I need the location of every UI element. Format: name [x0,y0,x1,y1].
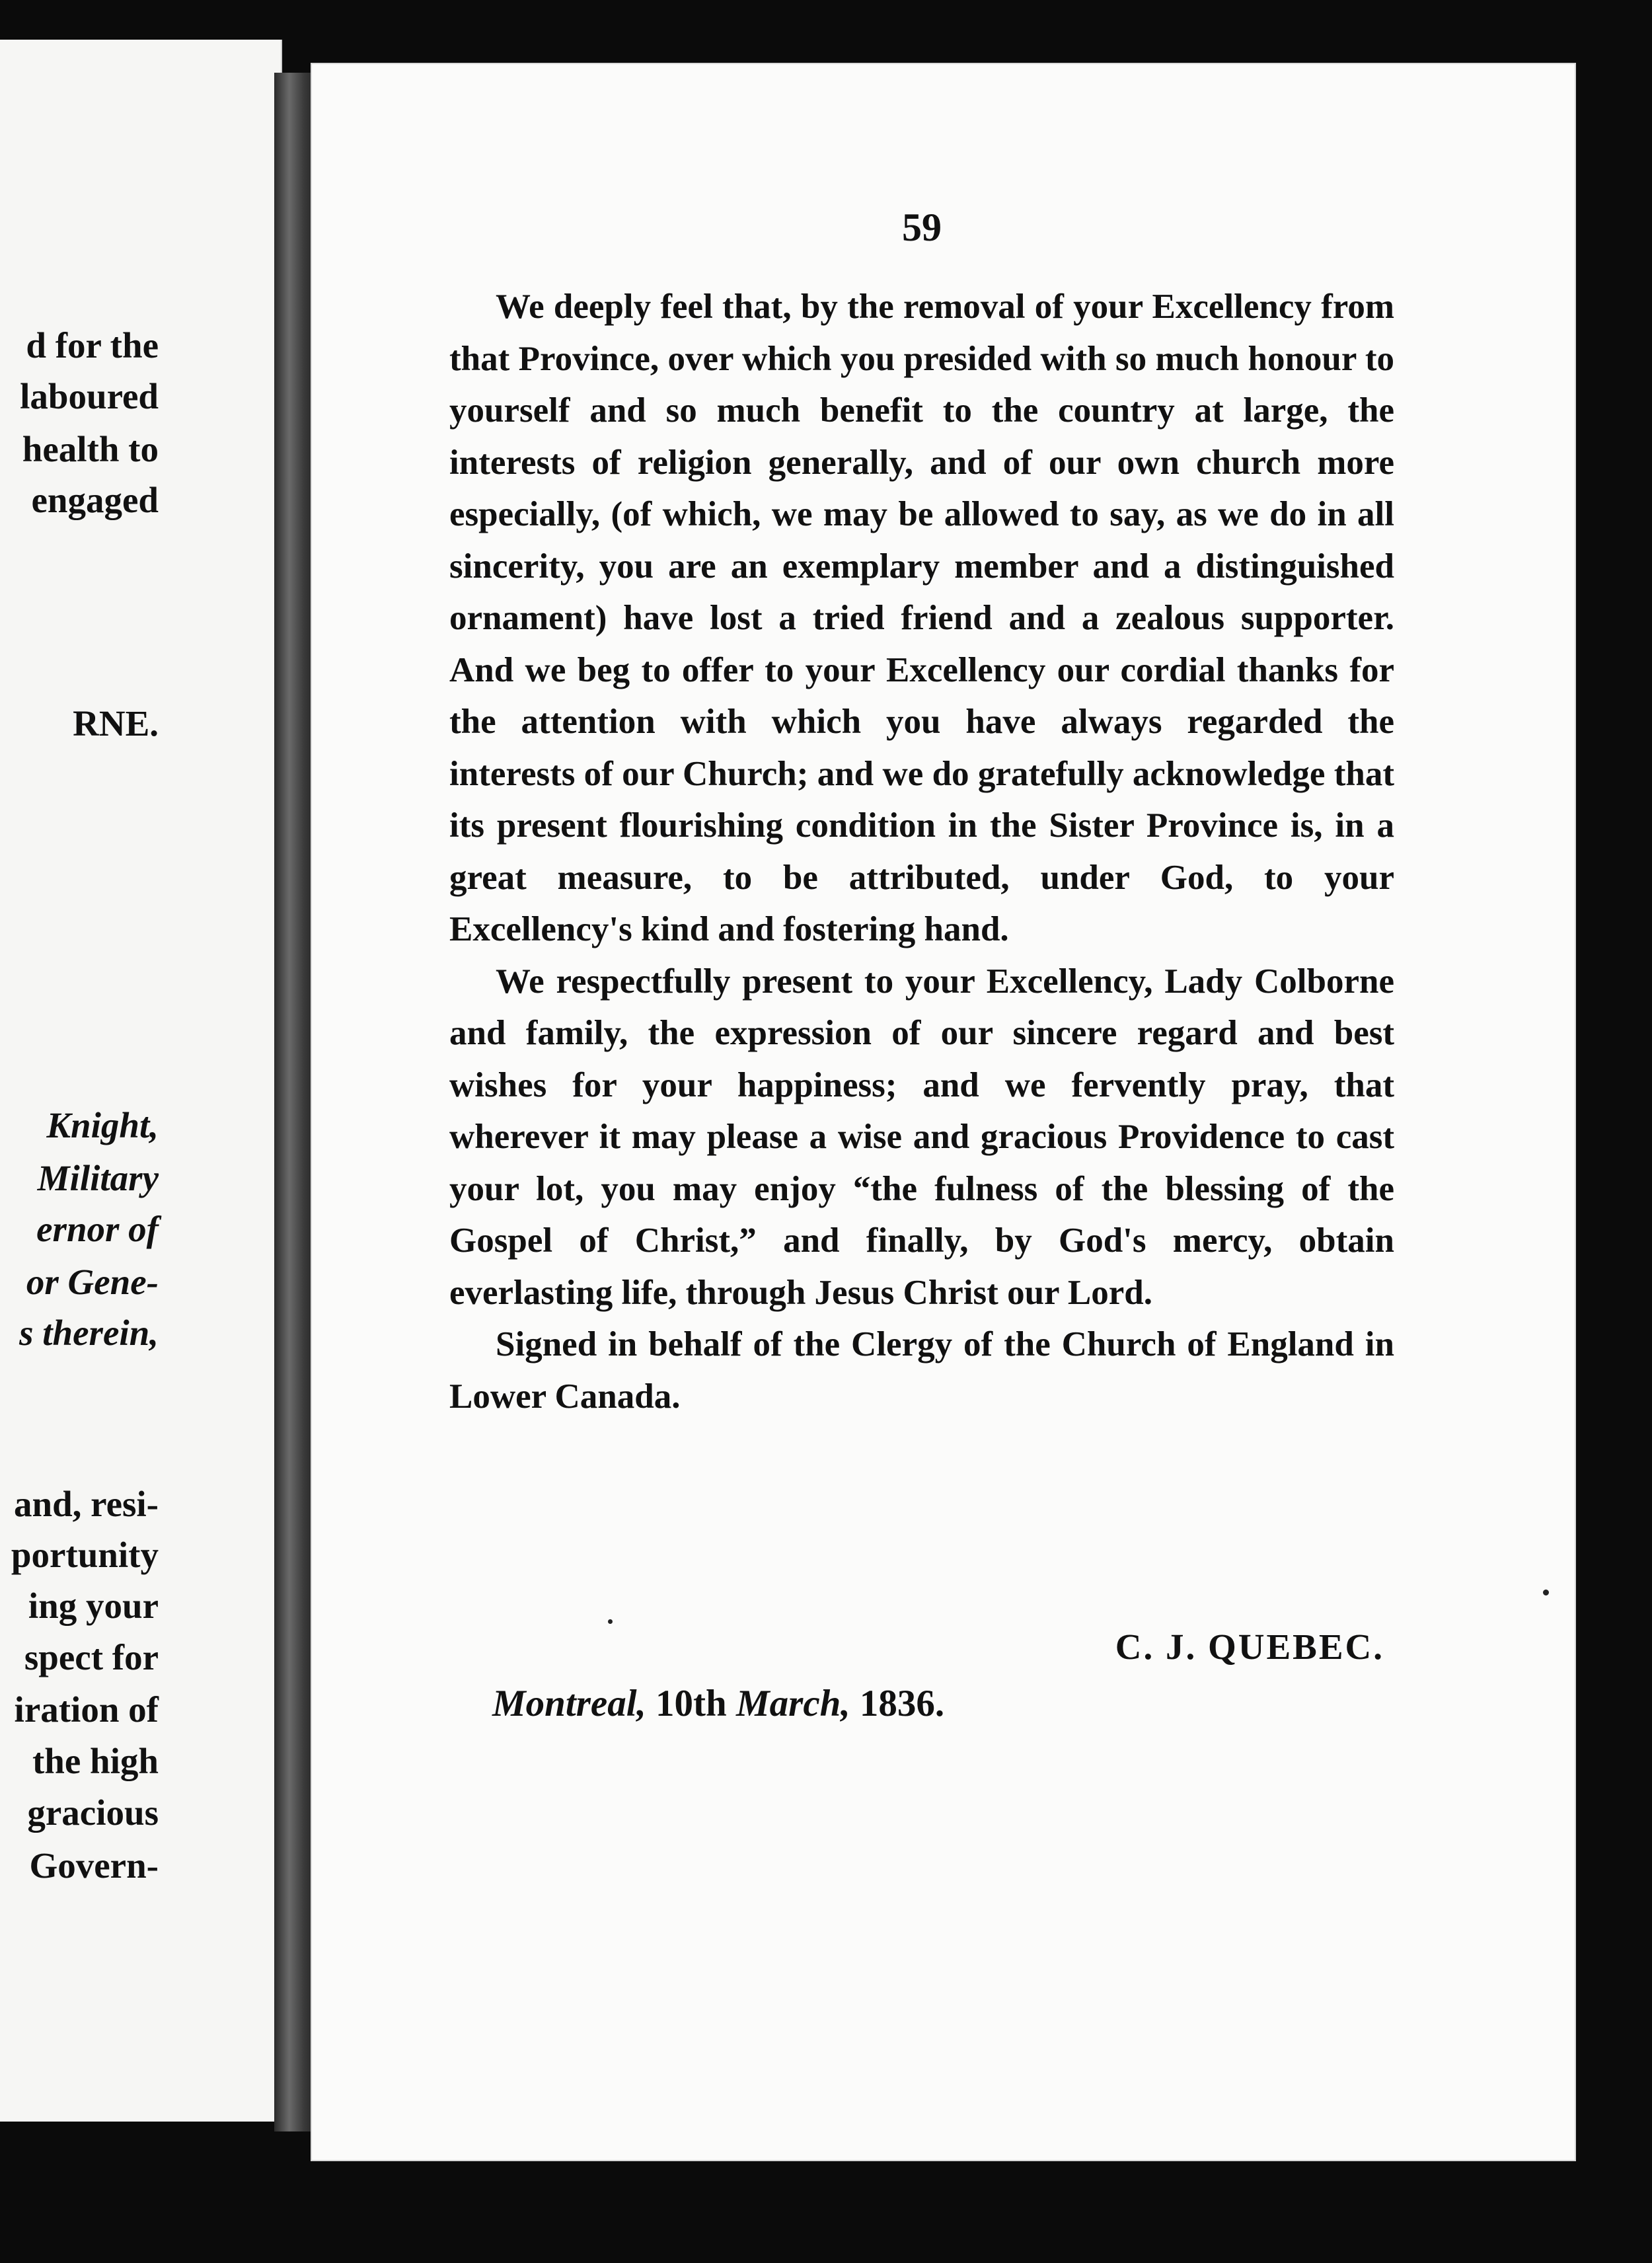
dateline-month: March, [735,1683,850,1724]
left-page-line: engaged [31,480,159,520]
left-page-line: or Gene- [26,1262,159,1302]
left-page-line: and, resi- [13,1484,159,1524]
paragraph: We respectfully present to your Excellency, Lady Colborne and family, the expression of our sincere regard and best wishes for your happiness; and we fervently pray, that wherever it may please a wise and gracious Providence to cast your lot, you may enjoy “the fulness of the blessing of the Gospel of Christ,” and finally, by God's mercy, obtain everlasting life, through Jesus Christ our Lord. [449,962,1394,1312]
signature: C. J. QUEBEC. [1115,1627,1384,1667]
left-page-line: health to [22,429,159,469]
left-page-line: ernor of [36,1209,159,1249]
left-page-line: spect for [24,1637,159,1677]
left-page-line: d for the [26,325,159,365]
scan-speck [608,1619,613,1624]
dateline [492,1682,944,1725]
left-page-line: ing your [28,1586,159,1626]
left-page-line: iration of [14,1689,159,1730]
left-page-line: Govern- [29,1845,159,1886]
scan-speck [1543,1590,1549,1595]
left-page-line: the high [32,1741,159,1781]
paragraph: Signed in behalf of the Clergy of the Church of England in Lower Canada. [449,1325,1394,1416]
dateline-day: 10th [656,1683,727,1724]
left-page-line: laboured [20,376,159,416]
previous-page-edge [0,40,282,2122]
left-page-line: gracious [27,1792,159,1833]
page-number: 59 [902,206,942,249]
dateline-year: 1836. [859,1683,945,1724]
paragraph: We deeply feel that, by the removal of your Excellency from that Province, over which you presided with so much honour to yourself and so much benefit to the country at large, the interests of religion generally, and of our own church more especially, (of which, we may be allowed to say, as we do in all sincerity, you are an exemplary member and a distinguished ornament) have lost a tried friend and a zealous supporter. And we beg to offer to your Excellency our cordial thanks for the attention with which you have always regarded the interests of our Church; and we do gratefully acknowledge that its present flourishing condition in the Sister Province is, in a great measure, to be attributed, under God, to your Excellency's kind and fostering hand. [449,288,1394,948]
left-page-line: Knight, [46,1105,159,1145]
left-page-line: portunity [11,1535,159,1575]
dateline-place: Montreal, [492,1683,646,1724]
page-body [449,281,1394,1422]
left-page-line: RNE. [73,703,159,744]
left-page-line: Military [37,1158,159,1198]
left-page-line: s therein, [19,1313,159,1353]
